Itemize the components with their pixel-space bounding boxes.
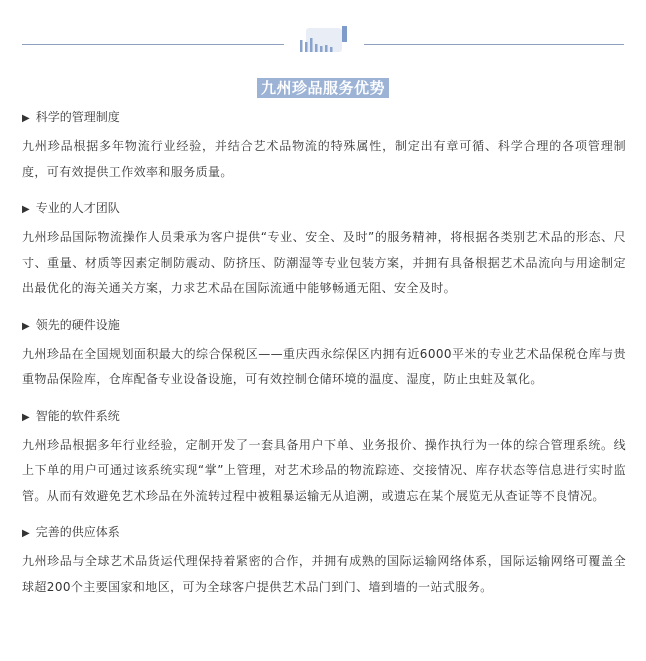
- section-heading-text: 领先的硬件设施: [35, 317, 120, 332]
- section-heading: [22, 199, 626, 219]
- section-body: 九州珍品根据多年行业经验，定制开发了一套具备用户下单、业务报价、操作执行为一体的综合管理系统。线上下单的用户可通过该系统实现“掌”上管理，对艺术珍品的物流踪迹、交接情况、库存状态等信息进行实时监管。从而有效避免艺术珍品在外流转过程中被粗暴运输无从追溯，或遗忘在某个展览无从查证等不良情况。: [22, 437, 626, 503]
- divider-line-left: [22, 44, 284, 45]
- triangle-right-icon: ▶: [22, 528, 30, 539]
- section-supply: [22, 523, 626, 600]
- section-body: 九州珍品与全球艺术品货运代理保持着紧密的合作，并拥有成熟的国际运输网络体系，国际运输网络可覆盖全球超200个主要国家和地区，可为全球客户提供艺术品门到门、墙到墙的一站式服务。: [22, 554, 626, 594]
- section-body: 九州珍品根据多年物流行业经验，并结合艺术品物流的特殊属性，制定出有章可循、科学合理的各项管理制度，可有效提供工作效率和服务质量。: [22, 139, 626, 179]
- content: [22, 108, 626, 614]
- section-heading: [22, 523, 626, 543]
- section-heading: [22, 108, 626, 128]
- triangle-right-icon: ▶: [22, 113, 30, 124]
- section-heading-text: 科学的管理制度: [35, 110, 120, 124]
- section-hardware: [22, 316, 626, 393]
- section-heading: [22, 407, 626, 427]
- section-body: 九州珍品国际物流操作人员秉承为客户提供“专业、安全、及时”的服务精神，将根据各类别艺术品的形态、尺寸、重量、材质等因素定制防震动、防挤压、防潮湿等专业包装方案，并拥有具备根据艺术品流向与用途制定出最优化的海关通关方案，力求艺术品在国际流通中能够畅通无阻、安全及时。: [22, 230, 626, 295]
- section-heading-text: 智能的软件系统: [35, 408, 120, 423]
- section-heading: [22, 316, 626, 336]
- page-title: 九州珍品服务优势: [257, 78, 389, 98]
- section-heading-text: 完善的供应体系: [35, 525, 120, 539]
- triangle-right-icon: ▶: [22, 411, 30, 423]
- divider-line-right: [364, 44, 624, 45]
- section-team: [22, 199, 626, 302]
- section-software: [22, 407, 626, 510]
- section-body: 九州珍品在全国规划面积最大的综合保税区——重庆西永综保区内拥有近6000平米的专业艺术品保税仓库与贵重物品保险库，仓库配备专业设备设施，可有效控制仓储环境的温度、湿度，防止虫蛀及氧化。: [22, 346, 626, 386]
- triangle-right-icon: ▶: [22, 320, 30, 332]
- section-heading-text: 专业的人才团队: [35, 201, 120, 215]
- section-management: [22, 108, 626, 185]
- header-decoration: [0, 0, 646, 70]
- title-wrap: [0, 78, 646, 98]
- bar-chart-icon: [296, 26, 352, 58]
- triangle-right-icon: ▶: [22, 204, 30, 215]
